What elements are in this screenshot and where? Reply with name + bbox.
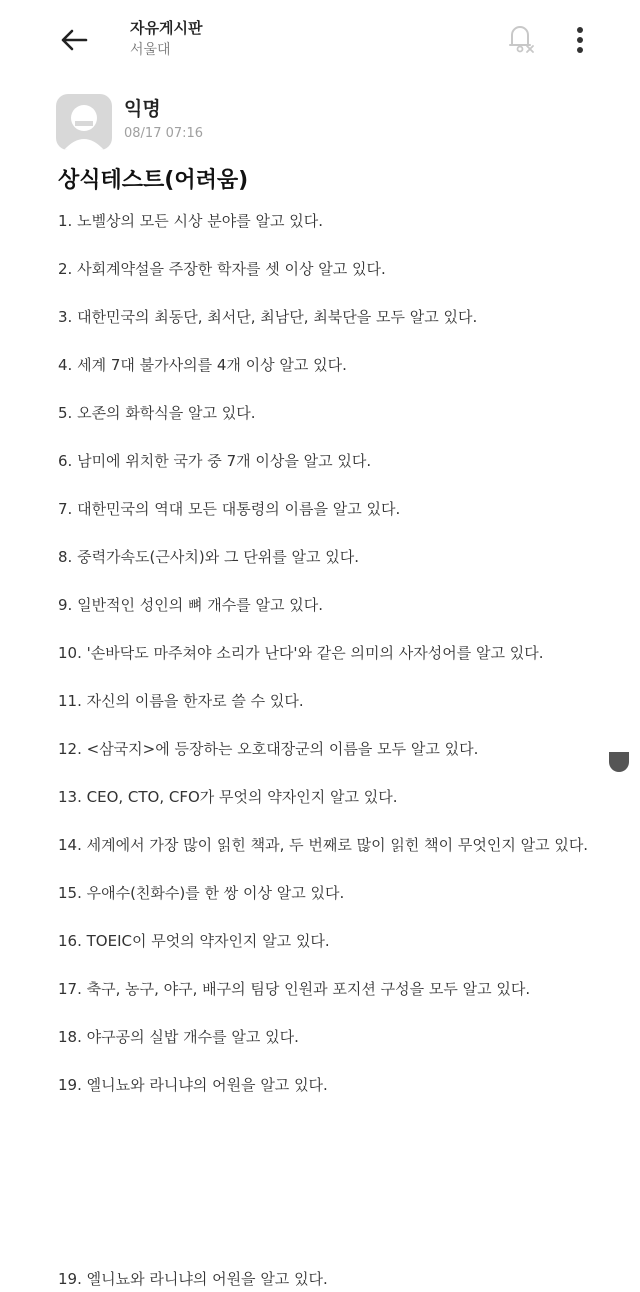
list-item: 14. 세계에서 가장 많이 읽힌 책과, 두 번째로 많이 읽힌 책이 무엇인지 알고 있다. xyxy=(58,836,589,854)
list-item: 9. 일반적인 성인의 뼈 개수를 알고 있다. xyxy=(58,596,324,614)
school-name: 서울대 xyxy=(130,42,171,58)
list-item: 1. 노벨상의 모든 시상 분야를 알고 있다. xyxy=(58,212,324,230)
list-item: 6. 남미에 위치한 국가 중 7개 이상을 알고 있다. xyxy=(58,452,372,470)
avatar xyxy=(56,94,112,150)
cutoff-list-item: 19. 엘니뇨와 라니냐의 어원을 알고 있다. xyxy=(58,1270,328,1288)
list-item: 7. 대한민국의 역대 모든 대통령의 이름을 알고 있다. xyxy=(58,500,401,518)
back-arrow-icon xyxy=(60,28,88,52)
list-item: 10. '손바닥도 마주쳐야 소리가 난다'와 같은 의미의 사자성어를 알고 있다. xyxy=(58,644,544,662)
post-title: 상식테스트(어려움) xyxy=(58,168,249,193)
notification-toggle-button[interactable] xyxy=(502,20,538,56)
scroll-indicator[interactable] xyxy=(609,752,629,772)
list-item: 13. CEO, CTO, CFO가 무엇의 약자인지 알고 있다. xyxy=(58,788,398,806)
post-timestamp: 08/17 07:16 xyxy=(124,126,204,141)
bell-off-icon xyxy=(504,21,536,55)
list-item: 16. TOEIC이 무엇의 약자인지 알고 있다. xyxy=(58,932,330,950)
more-options-button[interactable] xyxy=(566,22,594,58)
list-item: 2. 사회계약설을 주장한 학자를 셋 이상 알고 있다. xyxy=(58,260,386,278)
list-item: 4. 세계 7대 불가사의를 4개 이상 알고 있다. xyxy=(58,356,347,374)
header-titles xyxy=(130,18,202,60)
list-item: 8. 중력가속도(근사치)와 그 단위를 알고 있다. xyxy=(58,548,359,566)
list-item: 17. 축구, 농구, 야구, 배구의 팀당 인원과 포지션 구성을 모두 알고 있다. xyxy=(58,980,531,998)
list-item: 11. 자신의 이름을 한자로 쓸 수 있다. xyxy=(58,692,304,710)
back-button[interactable] xyxy=(56,24,92,56)
author-name: 익명 xyxy=(124,98,161,120)
list-item: 12. <삼국지>에 등장하는 오호대장군의 이름을 모두 알고 있다. xyxy=(58,740,479,758)
list-item: 18. 야구공의 실밥 개수를 알고 있다. xyxy=(58,1028,299,1046)
board-name: 자유게시판 xyxy=(130,19,203,37)
more-vertical-icon xyxy=(576,26,584,54)
list-item: 3. 대한민국의 최동단, 최서단, 최남단, 최북단을 모두 알고 있다. xyxy=(58,308,478,326)
author-info xyxy=(124,98,203,142)
list-item: 19. 엘니뇨와 라니냐의 어원을 알고 있다. xyxy=(58,1076,328,1094)
app-header xyxy=(0,0,640,80)
anonymous-avatar-icon xyxy=(56,94,112,150)
list-item: 15. 우애수(친화수)를 한 쌍 이상 알고 있다. xyxy=(58,884,345,902)
list-item: 5. 오존의 화학식을 알고 있다. xyxy=(58,404,256,422)
post-author xyxy=(56,94,203,154)
post-body xyxy=(58,208,598,1120)
